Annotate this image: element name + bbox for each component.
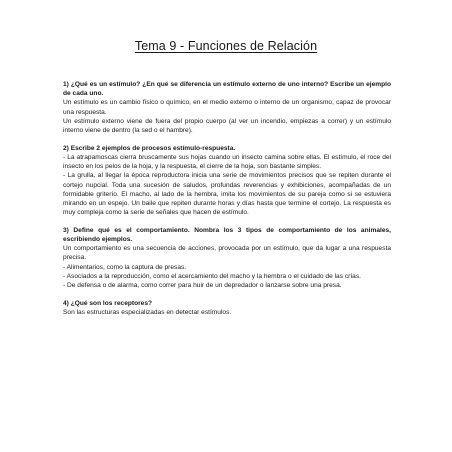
answer-paragraph: Un estímulo es un cambio físico o químico, en el medio externo o interno de un organismo, capaz de provocar una respuesta. <box>63 99 391 116</box>
answer-paragraph: - Alimentarios, como la captura de presas. <box>63 263 187 271</box>
answer-paragraph: - De defensa o de alarma, como correr para huir de un depredador o lanzarse sobre una presa. <box>63 282 342 290</box>
answer-paragraph: Un comportamiento es una secuencia de acciones, provocada por un estímulo, que da lugar a una respuesta precisa. <box>63 245 391 262</box>
answer-paragraph: Son las estructuras especializadas en detectar estímulos. <box>63 308 232 316</box>
answer-paragraph: - Asociados a la reproducción, como el acercamiento del macho y la hembra o el cuidado de las crías. <box>63 272 361 280</box>
question-2: 2) Escribe 2 ejemplos de procesos estímulo-respuesta. <box>63 144 236 152</box>
document-title: Tema 9 - Funciones de Relación <box>134 39 318 53</box>
section-4 <box>63 299 391 317</box>
question-4: 4) ¿Qué son los receptores? <box>63 299 153 307</box>
answer-paragraph: - La atrapamoscas cierra bruscamente sus hojas cuando un insecto camina sobre ellas. El estímulo, el roce del insecto en los pelos de la hoja, y la respuesta, el cierre de la hoja, son bastante simples. <box>63 153 391 171</box>
answer-paragraph: - La grulla, al llegar la época reproductora inicia una serie de movimientos precisos que se repiten durante el cortejo nupcial. Toda una sucesión de saludos, profundas reverencias y exhibiciones, acompañadas de un formidable griterío. El macho, al lado de la hembra, imita los movimientos de su pareja como si se estuviera mirando en un espejo. Un baile que repiten durante horas y días hasta que termine el cortejo. La respuesta es muy compleja como la serie de señales que hacen de estímulo. <box>63 172 391 217</box>
question-1: 1) ¿Qué es un estímulo? ¿En qué se diferencia un estímulo externo de uno interno? Escribe un ejemplo de cada uno. <box>63 81 391 98</box>
question-3: 3) Define qué es el comportamiento. Nombra los 3 tipos de comportamiento de los animales, escribiendo ejemplos. <box>63 226 391 244</box>
answer-paragraph: Un estímulo externo viene de fuera del propio cuerpo (al ver un incendio, empiezas a correr) y un estímulo interno viene de dentro (la sed o el hambre). <box>63 117 391 135</box>
section-2 <box>63 144 391 218</box>
section-3 <box>63 226 391 290</box>
section-1 <box>63 80 391 135</box>
document-body <box>63 80 391 326</box>
